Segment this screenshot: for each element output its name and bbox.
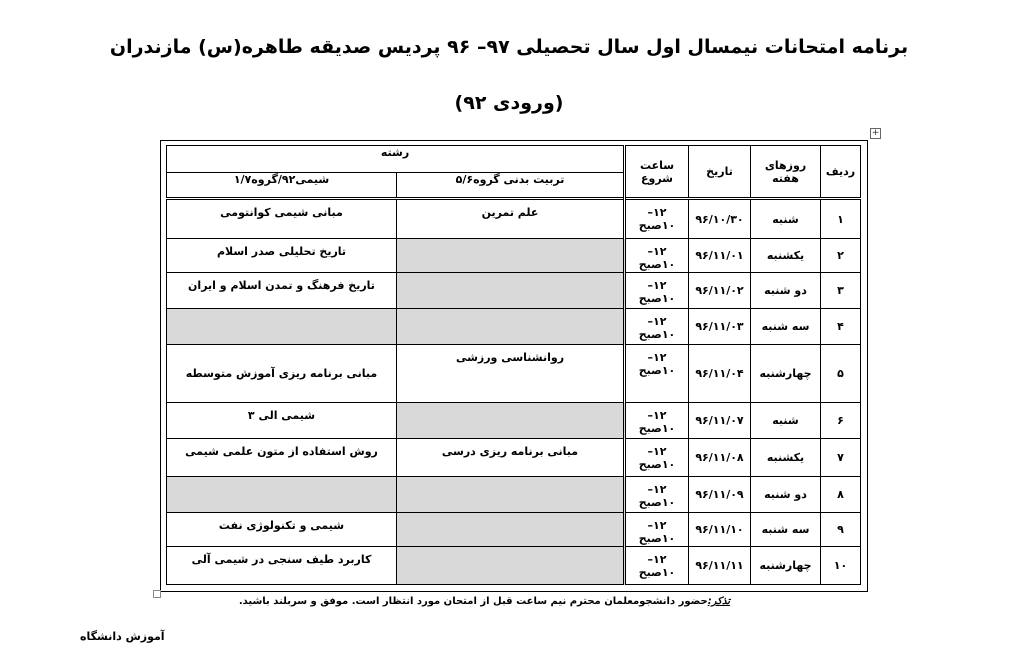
row-start-time-cell	[625, 345, 689, 403]
row-date: ۹۶/۱۱/۰۲	[695, 284, 744, 297]
row-day-cell	[751, 345, 821, 403]
row-pe-course-cell	[397, 403, 625, 439]
row-pe-course-cell	[397, 273, 625, 309]
row-date: ۹۶/۱۱/۰۳	[695, 320, 744, 333]
row-chem-course-cell	[167, 309, 397, 345]
row-day: یکشنبه	[766, 451, 805, 464]
row-date: ۹۶/۱۱/۰۱	[695, 249, 744, 262]
row-radif: ۱۰	[833, 559, 848, 572]
row-day-cell	[751, 199, 821, 239]
row-chem-course: شیمی الی ۳	[247, 409, 316, 422]
row-chem-course-cell	[167, 345, 397, 403]
row-pe-course-cell	[397, 199, 625, 239]
row-start-time: ۱۲–۱۰صبح	[638, 445, 676, 471]
row-start-time-cell	[625, 199, 689, 239]
row-date: ۹۶/۱۱/۰۷	[695, 414, 744, 427]
table-row	[167, 439, 861, 477]
row-day-cell	[751, 547, 821, 585]
row-chem-course: روش استفاده از متون علمی شیمی	[185, 445, 378, 458]
row-radif: ۶	[837, 414, 844, 427]
table-row	[167, 273, 861, 309]
row-chem-course-cell	[167, 239, 397, 273]
row-radif-cell	[821, 547, 861, 585]
header-start-time: ساعت شروع	[625, 146, 689, 199]
row-day-cell	[751, 477, 821, 513]
row-date: ۹۶/۱۱/۰۹	[695, 488, 744, 501]
row-start-time: ۱۲–۱۰صبح	[638, 351, 676, 377]
row-radif: ۸	[837, 488, 844, 501]
footnote-label: تذکر:	[707, 596, 730, 607]
row-radif-cell	[821, 477, 861, 513]
footnote-text: حضور دانشجومعلمان محترم نیم ساعت قبل از امتحان مورد انتظار است. موفق و سربلند باشید.	[238, 596, 708, 607]
row-start-time: ۱۲–۱۰صبح	[638, 279, 676, 305]
table-row	[167, 199, 861, 239]
row-chem-course-cell	[167, 273, 397, 309]
header-date: تاریخ	[689, 146, 751, 199]
row-pe-course	[401, 513, 619, 519]
row-radif: ۱	[837, 212, 844, 226]
row-start-time: ۱۲–۱۰صبح	[638, 409, 676, 435]
row-start-time-cell	[625, 477, 689, 513]
row-radif: ۳	[837, 284, 844, 297]
row-start-time-cell	[625, 513, 689, 547]
row-pe-course: مبانی برنامه ریزی درسی	[441, 445, 579, 458]
footnote	[160, 596, 730, 607]
table-row	[167, 547, 861, 585]
row-pe-course-cell	[397, 477, 625, 513]
row-pe-course-cell	[397, 309, 625, 345]
row-chem-course-cell	[167, 199, 397, 239]
row-date: ۹۶/۱۰/۳۰	[695, 212, 744, 226]
row-date-cell	[689, 439, 751, 477]
header-radif: ردیف	[821, 146, 861, 199]
row-start-time-cell	[625, 239, 689, 273]
row-radif-cell	[821, 439, 861, 477]
header-field: رشته	[167, 146, 625, 173]
row-radif: ۲	[837, 249, 844, 262]
row-start-time: ۱۲–۱۰صبح	[638, 315, 676, 341]
row-pe-course: روانشناسی ورزشی	[455, 351, 565, 364]
row-radif: ۴	[837, 320, 844, 333]
row-chem-course: تاریخ فرهنگ و تمدن اسلام و ایران	[188, 279, 375, 292]
row-day-cell	[751, 273, 821, 309]
row-start-time-cell	[625, 547, 689, 585]
row-chem-course: مبانی شیمی کوانتومی	[220, 206, 343, 219]
row-chem-course: کاربرد طیف سنجی در شیمی آلی	[191, 553, 372, 566]
row-chem-course: مبانی برنامه ریزی آموزش متوسطه	[185, 367, 378, 380]
row-radif-cell	[821, 345, 861, 403]
row-day-cell	[751, 309, 821, 345]
page-title: برنامه امتحانات نیمسال اول سال تحصیلی ۹۷– ۹۶ پردیس صدیقه طاهره(س) مازندران	[109, 36, 909, 58]
row-date-cell	[689, 513, 751, 547]
table-row	[167, 239, 861, 273]
row-chem-course-cell	[167, 547, 397, 585]
row-chem-course	[171, 309, 392, 315]
row-day-cell	[751, 513, 821, 547]
row-day: دو شنبه	[764, 284, 807, 297]
row-pe-course-cell	[397, 439, 625, 477]
row-date: ۹۶/۱۱/۱۱	[695, 559, 744, 572]
row-radif: ۵	[837, 367, 844, 380]
row-start-time-cell	[625, 403, 689, 439]
row-start-time-cell	[625, 309, 689, 345]
row-radif-cell	[821, 309, 861, 345]
row-pe-course	[401, 309, 619, 315]
row-pe-course	[401, 477, 619, 483]
row-start-time: ۱۲–۱۰صبح	[638, 245, 676, 271]
row-day: دو شنبه	[764, 488, 807, 501]
row-day-cell	[751, 439, 821, 477]
row-day: سه شنبه	[761, 523, 810, 536]
row-start-time: ۱۲–۱۰صبح	[638, 206, 676, 232]
row-date-cell	[689, 477, 751, 513]
row-start-time: ۱۲–۱۰صبح	[638, 483, 676, 509]
signature: آموزش دانشگاه	[80, 630, 165, 643]
header-day: روزهای هفته	[751, 146, 821, 199]
row-date: ۹۶/۱۱/۰۴	[695, 367, 744, 380]
row-pe-course	[401, 547, 619, 553]
row-date-cell	[689, 239, 751, 273]
header-chem-group: شیمی۹۲/گروه۱/۷	[167, 173, 397, 199]
row-day: چهارشنبه	[759, 367, 812, 380]
row-pe-course	[401, 403, 619, 409]
row-pe-course-cell	[397, 239, 625, 273]
row-date-cell	[689, 547, 751, 585]
row-pe-course-cell	[397, 345, 625, 403]
table-row	[167, 345, 861, 403]
row-start-time-cell	[625, 273, 689, 309]
row-start-time: ۱۲–۱۰صبح	[638, 519, 676, 545]
row-start-time-cell	[625, 439, 689, 477]
row-pe-course-cell	[397, 547, 625, 585]
header-pe-group: تربیت بدنی گروه۵/۶	[397, 173, 625, 199]
row-day: سه شنبه	[761, 320, 810, 333]
row-date-cell	[689, 345, 751, 403]
row-date-cell	[689, 309, 751, 345]
row-radif-cell	[821, 513, 861, 547]
row-radif-cell	[821, 403, 861, 439]
row-chem-course	[171, 477, 392, 483]
row-day: یکشنبه	[766, 249, 805, 262]
row-day: چهارشنبه	[759, 559, 812, 572]
row-chem-course: تاریخ تحلیلی صدر اسلام	[216, 245, 347, 258]
row-radif-cell	[821, 273, 861, 309]
row-radif: ۹	[837, 523, 844, 536]
table-row	[167, 403, 861, 439]
row-pe-course: علم تمرین	[481, 206, 539, 219]
row-date-cell	[689, 199, 751, 239]
row-date: ۹۶/۱۱/۱۰	[695, 523, 744, 536]
exam-schedule-table	[166, 145, 861, 585]
row-day-cell	[751, 239, 821, 273]
row-start-time: ۱۲–۱۰صبح	[638, 553, 676, 579]
row-day: شنبه	[772, 212, 799, 226]
row-pe-course-cell	[397, 513, 625, 547]
page-subtitle: (ورودی ۹۲)	[454, 92, 564, 114]
row-chem-course-cell	[167, 513, 397, 547]
table-move-handle-icon[interactable]: +	[871, 128, 880, 138]
row-radif: ۷	[837, 451, 844, 464]
row-radif-cell	[821, 199, 861, 239]
row-pe-course	[401, 273, 619, 279]
row-chem-course-cell	[167, 403, 397, 439]
table-row	[167, 513, 861, 547]
row-chem-course-cell	[167, 439, 397, 477]
row-chem-course: شیمی و تکنولوژی نفت	[218, 519, 345, 532]
row-date-cell	[689, 273, 751, 309]
row-radif-cell	[821, 239, 861, 273]
row-date-cell	[689, 403, 751, 439]
row-date: ۹۶/۱۱/۰۸	[695, 451, 744, 464]
table-row	[167, 477, 861, 513]
row-pe-course	[401, 239, 619, 245]
table-row	[167, 309, 861, 345]
row-chem-course-cell	[167, 477, 397, 513]
row-day-cell	[751, 403, 821, 439]
row-day: شنبه	[772, 414, 799, 427]
